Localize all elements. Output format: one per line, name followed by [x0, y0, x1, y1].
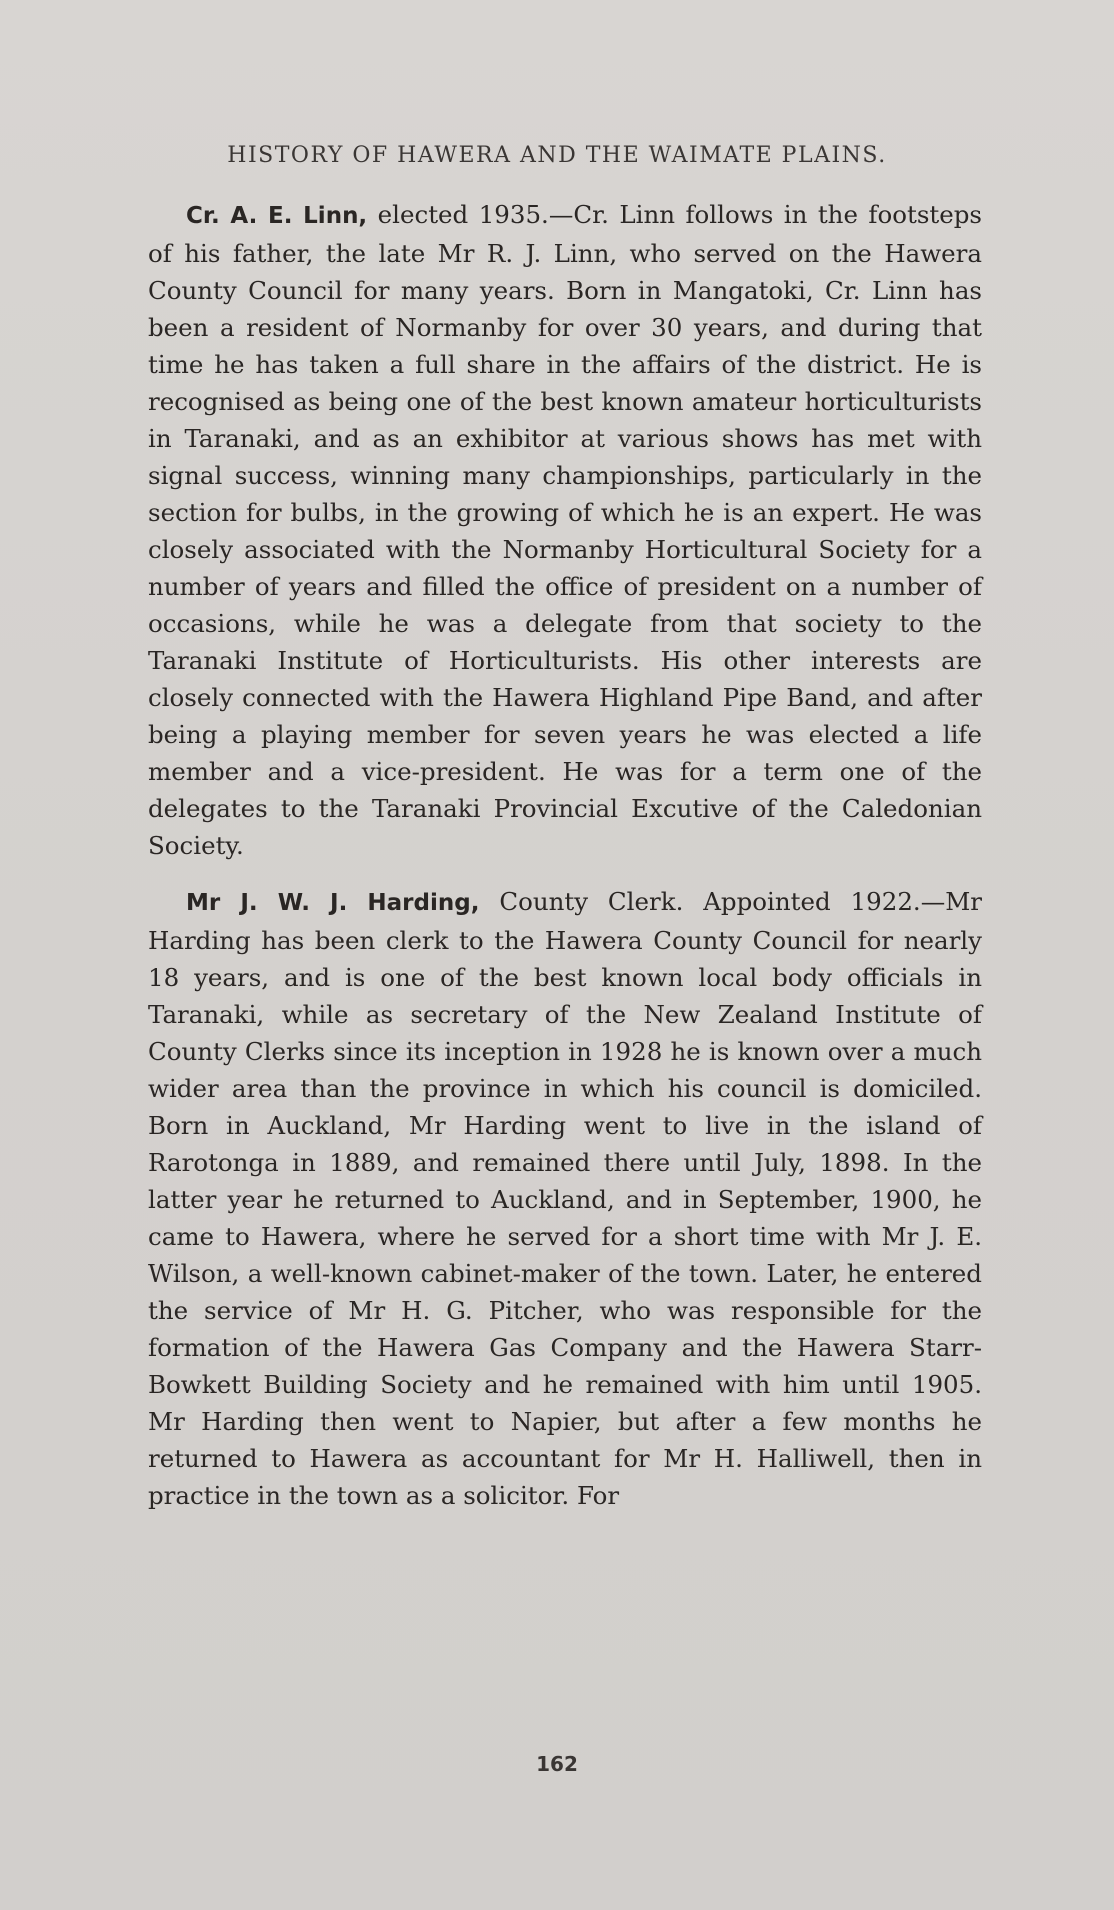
running-head: HISTORY OF HAWERA AND THE WAIMATE PLAINS.: [227, 143, 887, 168]
entry-name: Cr. A. E. Linn,: [186, 203, 368, 229]
entry-linn: [148, 196, 982, 864]
entry-harding: [148, 883, 982, 1514]
body-text: [148, 196, 982, 1514]
page-number: 162: [536, 1752, 578, 1776]
entry-text: elected 1935.—Cr. Linn follows in the footsteps of his father, the late Mr R. J. Linn, who served on the Hawera County Council for many years. Born in Mangatoki, Cr. Linn has been a resident of Normanby for over 30 years, and during that time he has taken a full share in the affairs of the district. He is recognised as being one of the best known amateur horticulturists in Taranaki, and as an exhibitor at various shows has met with signal success, winning many championships, particularly in the section for bulbs, in the growing of which he is an expert. He was closely associated with the Normanby Horticultural Society for a number of years and filled the office of president on a number of occasions, while he was a delegate from that society to the Taranaki Institute of Horticulturists. His other interests are closely connected with the Hawera Highland Pipe Band, and after being a playing member for seven years he was elected a life member and a vice-president. He was for a term one of the delegates to the Taranaki Provincial Excutive of the Caledonian Society.: [148, 200, 982, 860]
entry-text: County Clerk. Appointed 1922.—Mr Harding has been clerk to the Hawera County Council for nearly 18 years, and is one of the best known local body officials in Taranaki, while as secretary of the New Zealand Institute of County Clerks since its inception in 1928 he is known over a much wider area than the province in which his council is domiciled. Born in Auckland, Mr Harding went to live in the island of Rarotonga in 1889, and remained there until July, 1898. In the latter year he returned to Auckland, and in September, 1900, he came to Hawera, where he served for a short time with Mr J. E. Wilson, a well-known cabinet-maker of the town. Later, he entered the service of Mr H. G. Pitcher, who was responsible for the formation of the Hawera Gas Company and the Hawera Starr-Bowkett Building Society and he remained with him until 1905. Mr Harding then went to Napier, but after a few months he returned to Hawera as accountant for Mr H. Halliwell, then in practice in the town as a solicitor. For: [148, 887, 982, 1510]
entry-name: Mr J. W. J. Harding,: [186, 890, 480, 916]
